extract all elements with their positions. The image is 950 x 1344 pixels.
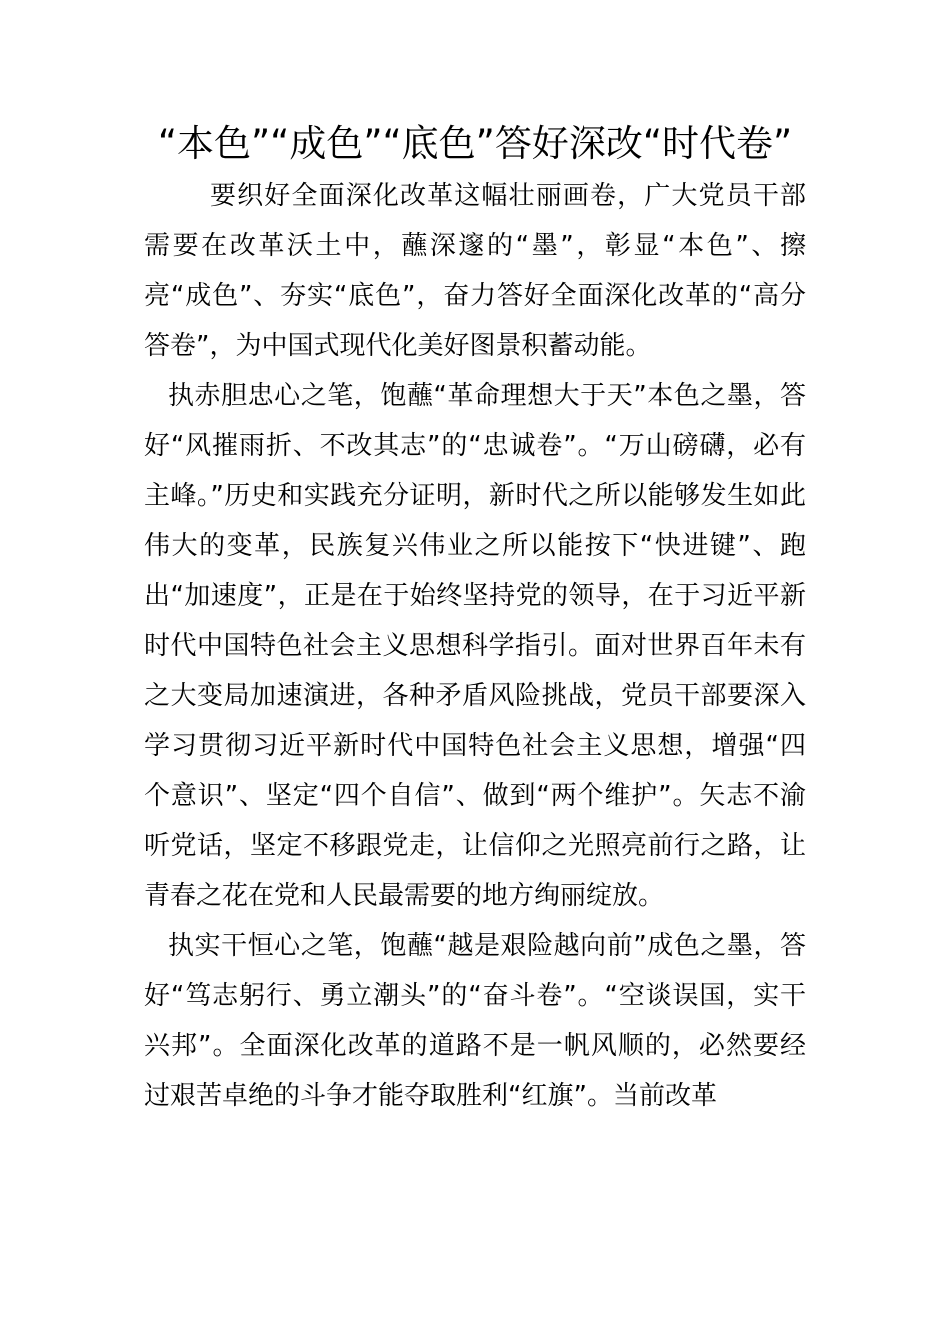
struggle-paragraph: 执实干恒心之笔，饱蘸“越是艰险越向前”成色之墨，答好“笃志躬行、勇立潮头”的“奋斗卷”。“空谈误国，实干兴邦”。全面深化改革的道路不是一帆风顺的，必然要经过艰苦卓绝的斗争才能夺取胜利“红旗”。当前改革: [144, 931, 806, 1111]
document-page: [144, 120, 806, 1121]
document-title: “本色”“成色”“底色”答好深改“时代卷”: [157, 122, 793, 165]
loyalty-paragraph: 执赤胆忠心之笔，饱蘸“革命理想大于天”本色之墨，答好“风摧雨折、不改其志”的“忠诚卷”。“万山磅礴，必有主峰。”历史和实践充分证明，新时代之所以能够发生如此伟大的变革，民族复兴伟业之所以能按下“快进键”、跑出“加速度”，正是在于始终坚持党的领导，在于习近平新时代中国特色社会主义思想科学指引。面对世界百年未有之大变局加速演进，各种矛盾风险挑战，党员干部要深入学习贯彻习近平新时代中国特色社会主义思想，增强“四个意识”、坚定“四个自信”、做到“两个维护”。矢志不渝听党话，坚定不移跟党走，让信仰之光照亮前行之路，让青春之花在党和人民最需要的地方绚丽绽放。: [144, 381, 806, 911]
intro-paragraph: 要织好全面深化改革这幅壮丽画卷，广大党员干部需要在改革沃土中，蘸深邃的“墨”，彰显“本色”、擦亮“成色”、夯实“底色”，奋力答好全面深化改革的“高分答卷”，为中国式现代化美好图景积蓄动能。: [144, 181, 806, 361]
